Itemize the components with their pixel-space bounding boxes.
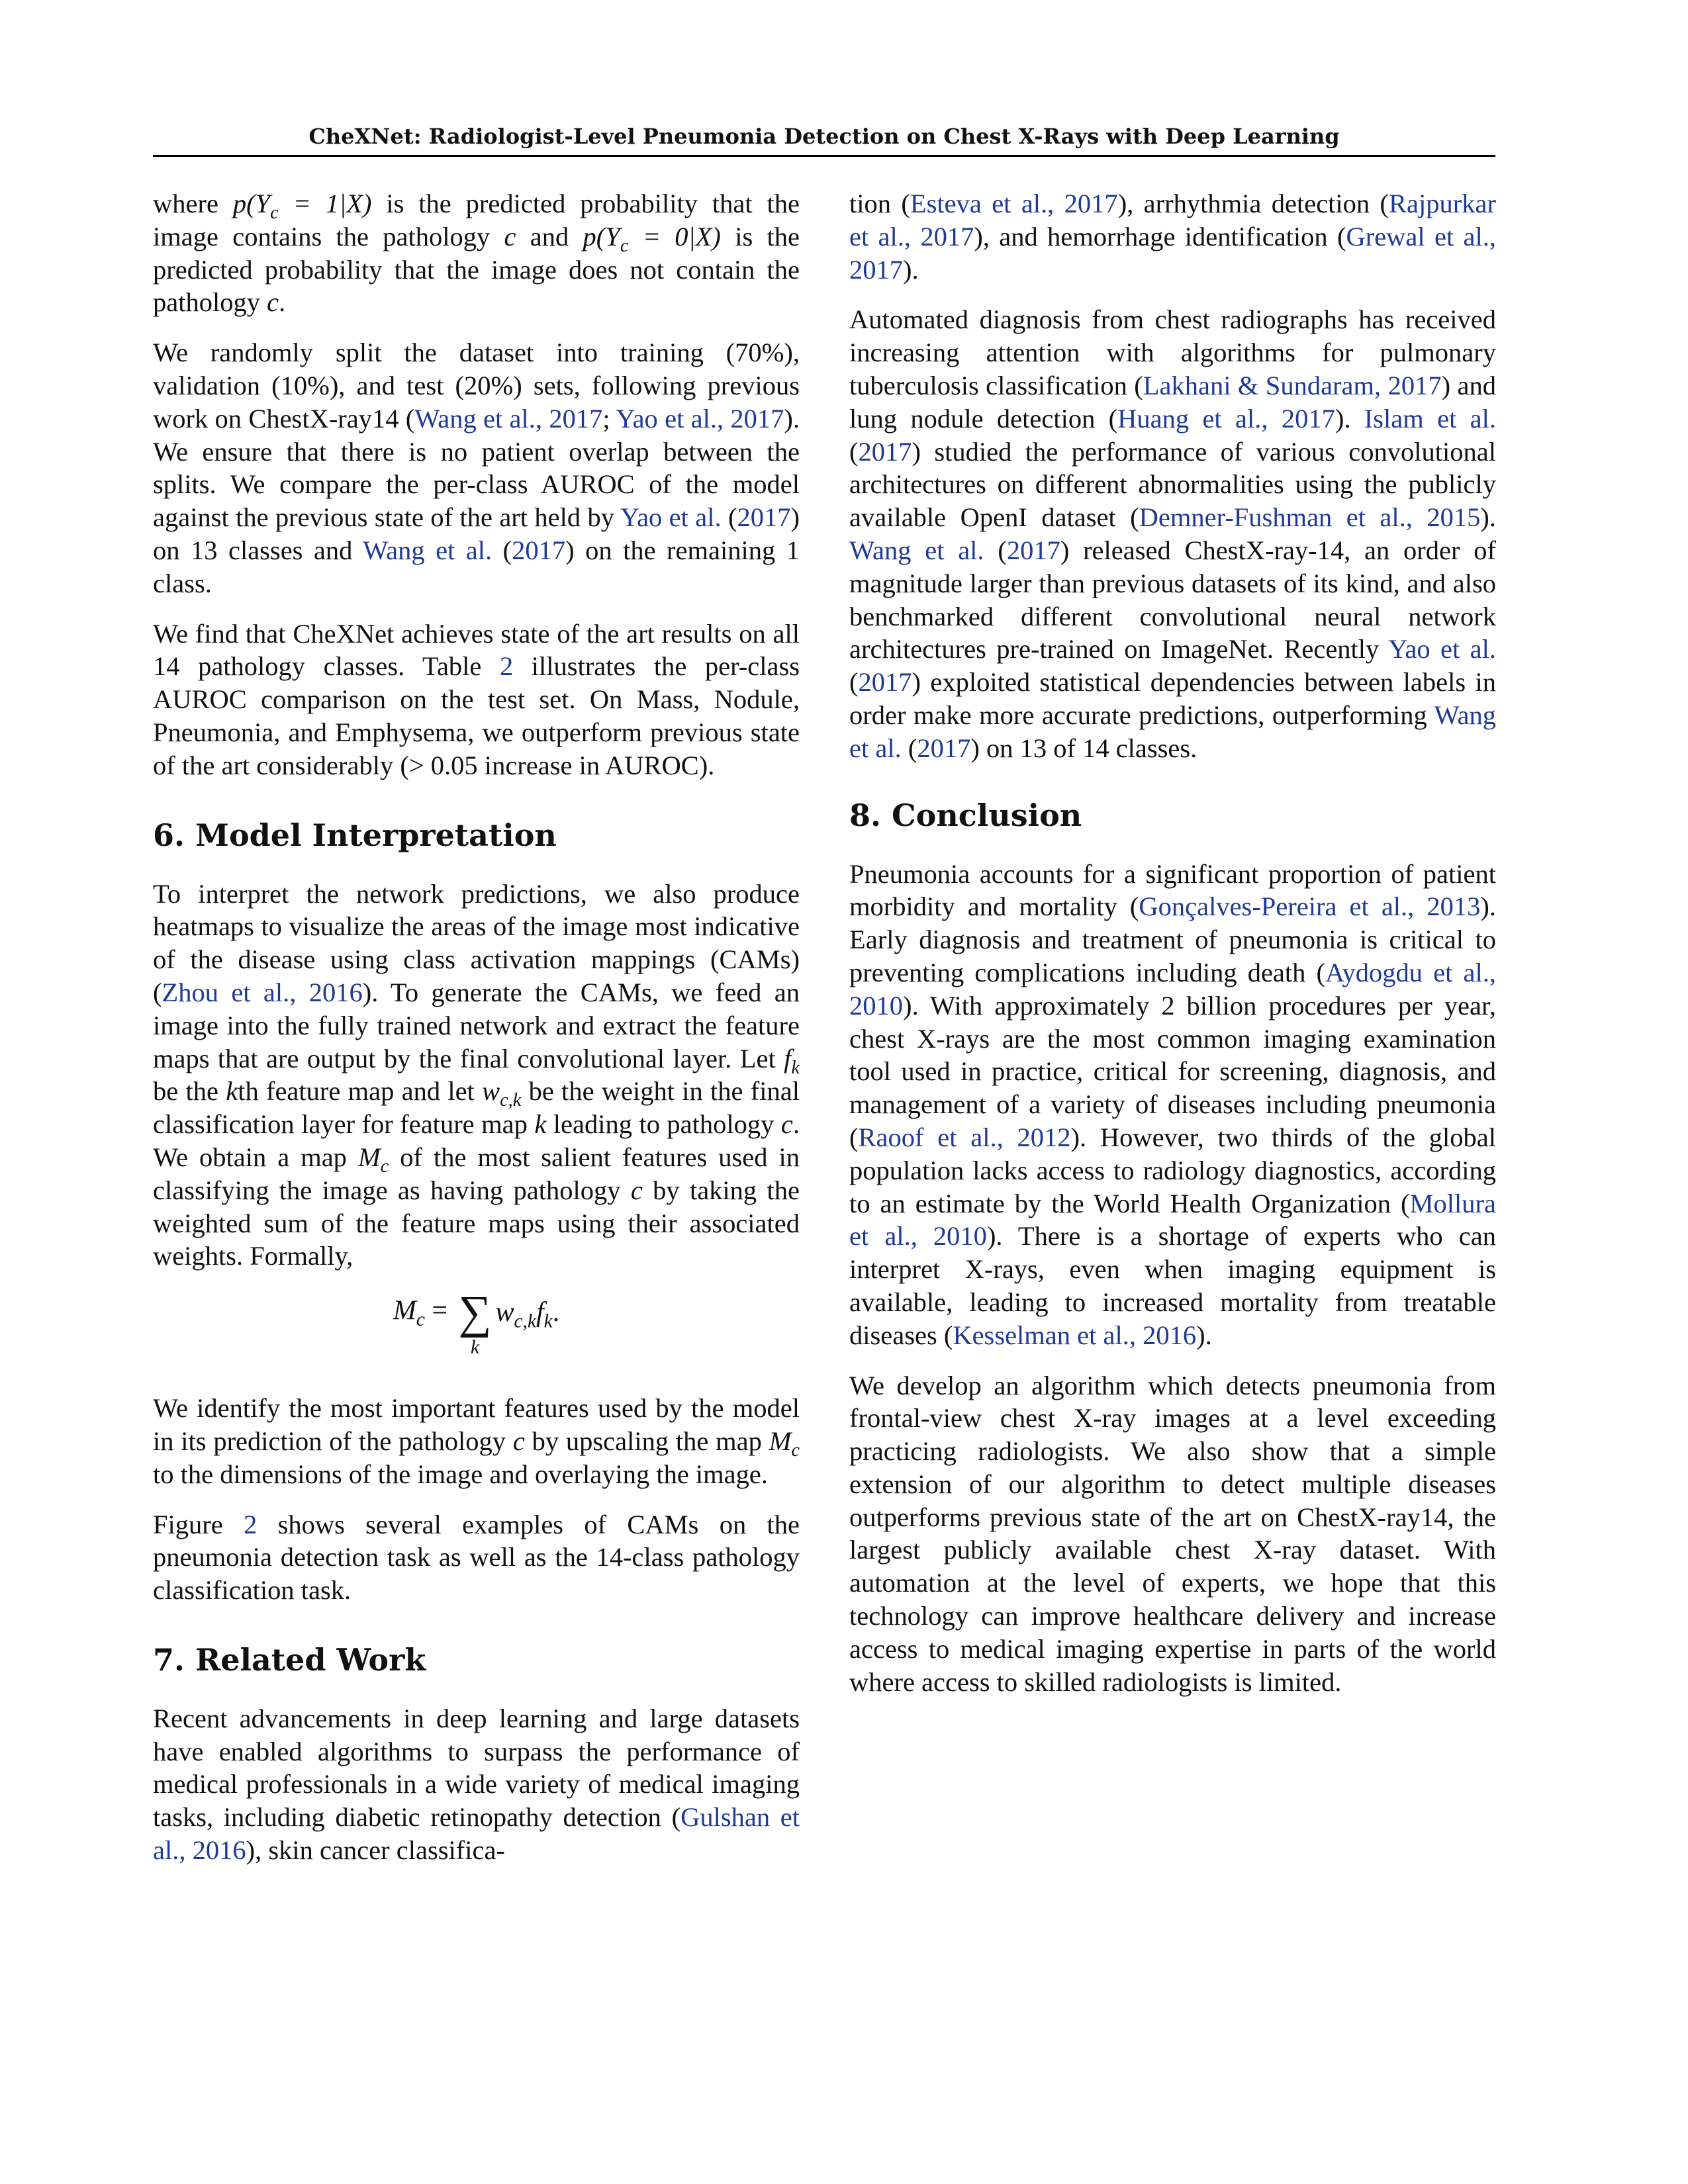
citation-mollura-2010[interactable]: Mollura et al., 2010 xyxy=(849,1188,1496,1251)
paragraph-cam-description: To interpret the network predictions, we also produce heatmaps to visualize the areas of the image most indicative of the disease using class activation mappings (CAMs) (Zhou et al., 2016). To generate the CAMs, we feed an image into the fully trained network and extract the feature maps that are output by the final convolutional layer. Let $f_k$ be the kth feature map and let $w_{c,k}$ be the weight in the final classification layer for feature map k leading to pathology c. We obtain a map $M_c$ of the most salient features used in classifying the image as having pathology c by taking the weighted sum of the feature maps using their associated weights. Formally, xyxy=(153,878,800,1271)
citation-islam-year[interactable]: 2017 xyxy=(858,436,912,467)
citation-wang-et-al-2[interactable]: Wang et al. xyxy=(849,535,984,565)
paragraph-dataset-split: We randomly split the dataset into training (70%), validation (10%), and test (20%) sets, following previous work on ChestX-ray14 (Wang et al., 2017; Yao et al., 2017). We ensure that there is no patient overlap between the splits. We compare the per-class AUROC of the model against the previous state of the art held by Yao et al. (2017) on 13 classes and Wang et al. (2017) on the remaining 1 class. xyxy=(153,338,800,598)
citation-aydogdu-2010[interactable]: Aydogdu et al., 2010 xyxy=(849,957,1496,1021)
citation-wang-year-3[interactable]: 2017 xyxy=(917,733,971,763)
citation-zhou-2016[interactable]: Zhou et al., 2016 xyxy=(162,977,363,1007)
section-heading-related-work: 7. Related Work xyxy=(153,1641,426,1678)
citation-wang-et-al-3[interactable]: Wang et al. xyxy=(849,700,1496,763)
citation-yao-year-2[interactable]: 2017 xyxy=(858,667,912,698)
citation-islam-et-al[interactable]: Islam et al. xyxy=(1364,403,1497,433)
citation-esteva-2017[interactable]: Esteva et al., 2017 xyxy=(910,189,1118,218)
table-2-reference[interactable]: 2 xyxy=(499,651,514,682)
citation-kesselman-2016[interactable]: Kesselman et al., 2016 xyxy=(953,1320,1197,1350)
citation-wang-year-2[interactable]: 2017 xyxy=(1006,535,1060,565)
paragraph-related-work-continued: tion (Esteva et al., 2017), arrhythmia detection (Rajpurkar et al., 2017), and hemorrhage identification (Grewal et al., 2017). xyxy=(849,189,1496,285)
citation-wang-et-al[interactable]: Wang et al. xyxy=(363,535,492,565)
paragraph-probability-definition: where $p(Y_c = 1|X)$ is the predicted probability that the image contains the pathology c and $p(Y_c = 0|X)$ is the predicted probability that the image does not contain the pathology c. xyxy=(153,189,800,318)
citation-wang-year[interactable]: 2017 xyxy=(512,535,566,565)
paragraph-conclusion-summary: We develop an algorithm which detects pneumonia from frontal-view chest X-ray images at a level exceeding practicing radiologists. We also show that a simple extension of our algorithm to detect multiple diseases outperforms previous state of the art on ChestX-ray14, the largest publicly available chest X-ray dataset. With automation at the level of experts, we hope that this technology can improve healthcare delivery and increase access to medical imaging expertise in parts of the world where access to skilled radiologists is limited. xyxy=(849,1370,1496,1697)
citation-demner-fushman-2015[interactable]: Demner-Fushman et al., 2015 xyxy=(1139,502,1481,533)
left-column xyxy=(153,187,800,1884)
section-heading-model-interpretation: 6. Model Interpretation xyxy=(153,817,557,853)
equation-cam: $M_c$ = ∑ k $w_{c,k}f_k$. xyxy=(393,1287,560,1359)
summation-symbol: ∑ k xyxy=(458,1287,492,1359)
math-p-yc-0: $p(Y_c = 0|X)$ xyxy=(583,221,721,256)
paragraph-results: We find that CheXNet achieves state of the art results on all 14 pathology classes. Table 2 illustrates the per-class AUROC comparison on the test set. On Mass, Nodule, Pneumonia, and Emphysema, we outperform previous state of the art considerably (> 0.05 increase in AUROC). xyxy=(153,618,800,780)
section-heading-conclusion: 8. Conclusion xyxy=(849,797,1082,833)
paragraph-upscaling: We identify the most important features used by the model in its prediction of the pathology c by upscaling the map $M_c$ to the dimensions of the image and overlaying the image. xyxy=(153,1393,800,1489)
citation-yao-et-al-2[interactable]: Yao et al. xyxy=(1388,634,1496,664)
right-column xyxy=(849,187,1496,1715)
citation-wang-2017[interactable]: Wang et al., 2017 xyxy=(414,403,603,433)
citation-raoof-2012[interactable]: Raoof et al., 2012 xyxy=(858,1122,1071,1152)
citation-rajpurkar-2017[interactable]: Rajpurkar et al., 2017 xyxy=(849,189,1496,251)
paragraph-conclusion-pneumonia: Pneumonia accounts for a significant proportion of patient morbidity and mortality (Gonçalves-Pereira et al., 2013). Early diagnosis and treatment of pneumonia is critical to preventing complications including death (Aydogdu et al., 2010). With approximately 2 billion procedures per year, chest X-rays are the most common imaging examination tool used in practice, critical for screening, diagnosis, and management of a variety of diseases including pneumonia (Raoof et al., 2012). However, two thirds of the global population lacks access to radiology diagnostics, according to an estimate by the World Health Organization (Mollura et al., 2010). There is a shortage of experts who can interpret X-rays, even when imaging equipment is available, leading to increased mortality from treatable diseases (Kesselman et al., 2016). xyxy=(849,858,1496,1350)
running-header: CheXNet: Radiologist-Level Pneumonia Detection on Chest X-Rays with Deep Learning xyxy=(153,123,1495,157)
paragraph-automated-diagnosis: Automated diagnosis from chest radiographs has received increasing attention with algorithms for pulmonary tuberculosis classification (Lakhani & Sundaram, 2017) and lung nodule detection (Huang et al., 2017). Islam et al. (2017) studied the performance of various convolutional architectures on different abnormalities using the publicly available OpenI dataset (Demner-Fushman et al., 2015). Wang et al. (2017) released ChestX-ray-14, an order of magnitude larger than previous datasets of its kind, and also benchmarked different convolutional neural network architectures pre-trained on ImageNet. Recently Yao et al. (2017) exploited statistical dependencies between labels in order make more accurate predictions, outperforming Wang et al. (2017) on 13 of 14 classes. xyxy=(849,304,1497,763)
citation-yao-year[interactable]: 2017 xyxy=(737,502,791,533)
math-p-yc-1: $p(Y_c = 1|X)$ xyxy=(232,189,372,224)
figure-2-reference[interactable]: 2 xyxy=(244,1509,258,1539)
citation-grewal-2017[interactable]: Grewal et al., 2017 xyxy=(849,221,1496,285)
paragraph-figure-reference: Figure 2 shows several examples of CAMs on the pneumonia detection task as well as the 14-class pathology classification task. xyxy=(153,1509,800,1606)
citation-huang-2017[interactable]: Huang et al., 2017 xyxy=(1117,403,1335,433)
citation-yao-2017[interactable]: Yao et al., 2017 xyxy=(616,403,784,433)
paragraph-related-work: Recent advancements in deep learning and large datasets have enabled algorithms to surpass the performance of medical professionals in a wide variety of medical imaging tasks, including diabetic retinopathy detection (Gulshan et al., 2016), skin cancer classifica- xyxy=(153,1703,800,1866)
citation-gulshan-2016[interactable]: Gulshan et al., 2016 xyxy=(153,1802,800,1866)
citation-yao-et-al[interactable]: Yao et al. xyxy=(620,502,722,533)
citation-lakhani-2017[interactable]: Lakhani & Sundaram, 2017 xyxy=(1143,370,1442,400)
citation-goncalves-pereira-2013[interactable]: Gonçalves-Pereira et al., 2013 xyxy=(1139,891,1481,922)
